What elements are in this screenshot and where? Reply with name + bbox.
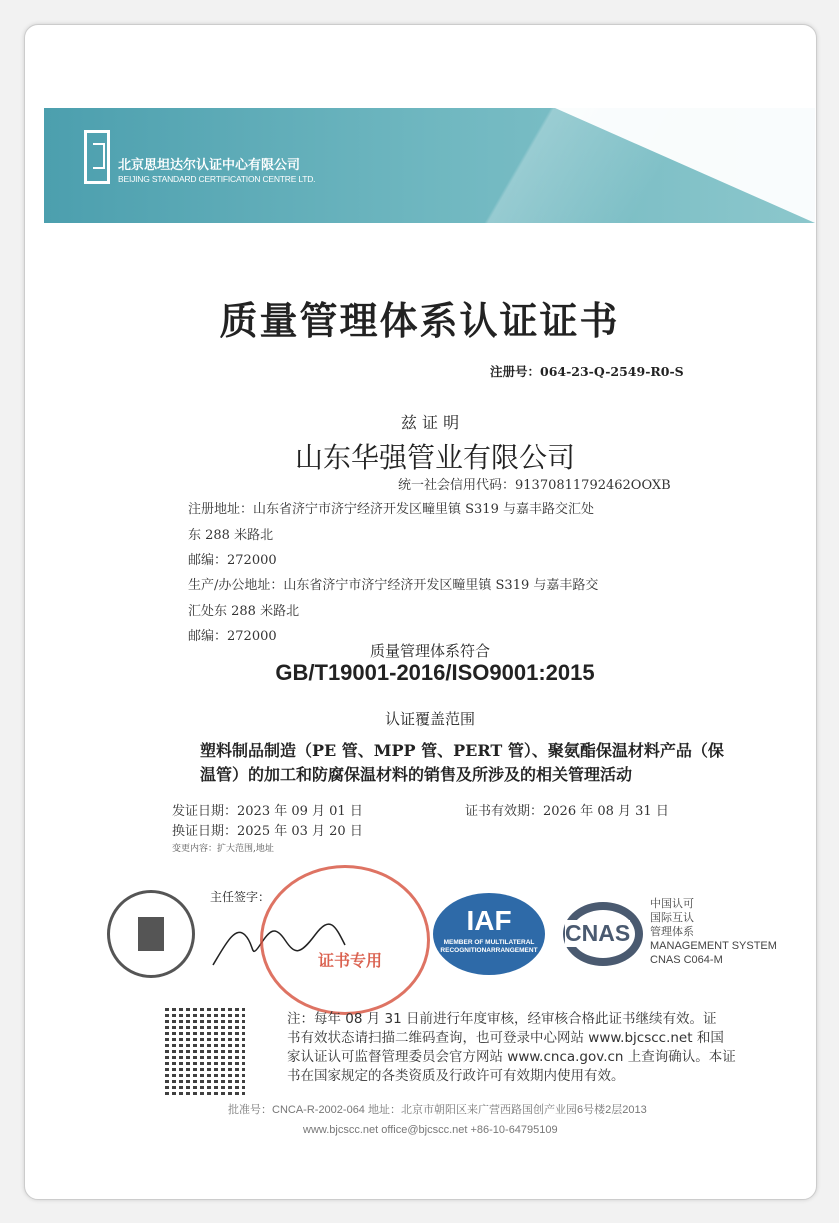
- renew-date: 换证日期：2025 年 03 月 20 日: [172, 824, 363, 839]
- issue-date: 发证日期：2023 年 09 月 01 日: [172, 804, 363, 819]
- scope-line: 温管）的加工和防腐保温材料的销售及所涉及的相关管理活动: [200, 765, 633, 784]
- cnas-line: CNAS C064-M: [650, 954, 723, 966]
- cnas-line: 管理体系: [650, 926, 694, 938]
- note-block: [287, 1010, 736, 1086]
- iaf-ring-text: MEMBER OF MULTILATERAL RECOGNITIONARRANGEMENT: [440, 939, 538, 954]
- registration-number: 注册号：064-23-Q-2549-R0-S: [490, 364, 684, 379]
- scope-label: 认证覆盖范围: [384, 710, 475, 728]
- signer-label: 主任签字：: [210, 890, 271, 904]
- stamp-text: 证书专用: [318, 951, 383, 970]
- issuer-seal-icon: [107, 890, 195, 978]
- note-line: 注：每年 08 月 31 日前进行年度审核，经审核合格此证书继续有效。证: [287, 1011, 717, 1027]
- note-line: 书有效状态请扫描二维码查询，也可登录中心网站 www.bjcscc.net 和国: [287, 1030, 724, 1046]
- issuer-name-en: BEIJING STANDARD CERTIFICATION CENTRE LTD.: [118, 174, 316, 184]
- cnas-line: 中国认可: [650, 898, 694, 910]
- certify-label: 兹 证 明: [400, 413, 460, 432]
- address-line: 汇处东 288 米路北: [188, 604, 300, 619]
- issuer-name-cn: 北京思坦达尔认证中心有限公司: [118, 158, 301, 173]
- issuer-logo-icon: [84, 130, 110, 184]
- note-line: 书在国家规定的各类资质及行政许可有效期内使用有效。: [287, 1068, 625, 1084]
- iaf-logo-text: IAF: [466, 905, 512, 936]
- address-line: 邮编：272000: [188, 629, 277, 644]
- issuer-banner: [44, 108, 815, 223]
- address-line: 邮编：272000: [188, 553, 277, 568]
- official-stamp: [260, 865, 430, 1015]
- company-name: 山东华强管业有限公司: [294, 441, 575, 474]
- cnas-logo-text: CNAS: [565, 920, 631, 946]
- cnas-line: MANAGEMENT SYSTEM: [650, 940, 777, 952]
- standard: GB/T19001-2016/ISO9001:2015: [275, 660, 595, 685]
- footer-contact: www.bjcscc.net office@bjcscc.net +86-10-64795109: [303, 1124, 558, 1136]
- note-line: 家认证认可监督管理委员会官方网站 www.cnca.gov.cn 上查询确认。本证: [287, 1049, 736, 1065]
- address-line: 东 288 米路北: [188, 528, 274, 543]
- address-line: 注册地址：山东省济宁市济宁经济开发区疃里镇 S319 与嘉丰路交汇处: [188, 502, 594, 517]
- credit-code: 统一社会信用代码：91370811792462OOXB: [398, 478, 671, 493]
- cnas-line: 国际互认: [650, 912, 694, 924]
- iaf-logo-icon: [433, 893, 545, 975]
- cnas-text: [650, 897, 777, 967]
- footer-approval-address: 批准号：CNCA-R-2002-064 地址：北京市朝阳区来广营西路国创产业园6号楼2层2013: [228, 1104, 647, 1116]
- change-content: 变更内容：扩大范围,地址: [172, 844, 274, 854]
- valid-until: 证书有效期：2026 年 08 月 31 日: [465, 804, 669, 819]
- conform-label: 质量管理体系符合: [369, 642, 490, 660]
- address-line: 生产/办公地址：山东省济宁市济宁经济开发区疃里镇 S319 与嘉丰路交: [188, 578, 599, 593]
- cnas-logo-icon: [563, 902, 643, 966]
- scope-line: 塑料制品制造（PE 管、MPP 管、PERT 管）、聚氨酯保温材料产品（保: [200, 741, 724, 760]
- certificate-title: 质量管理体系认证证书: [219, 298, 620, 343]
- qr-code[interactable]: [165, 1005, 245, 1095]
